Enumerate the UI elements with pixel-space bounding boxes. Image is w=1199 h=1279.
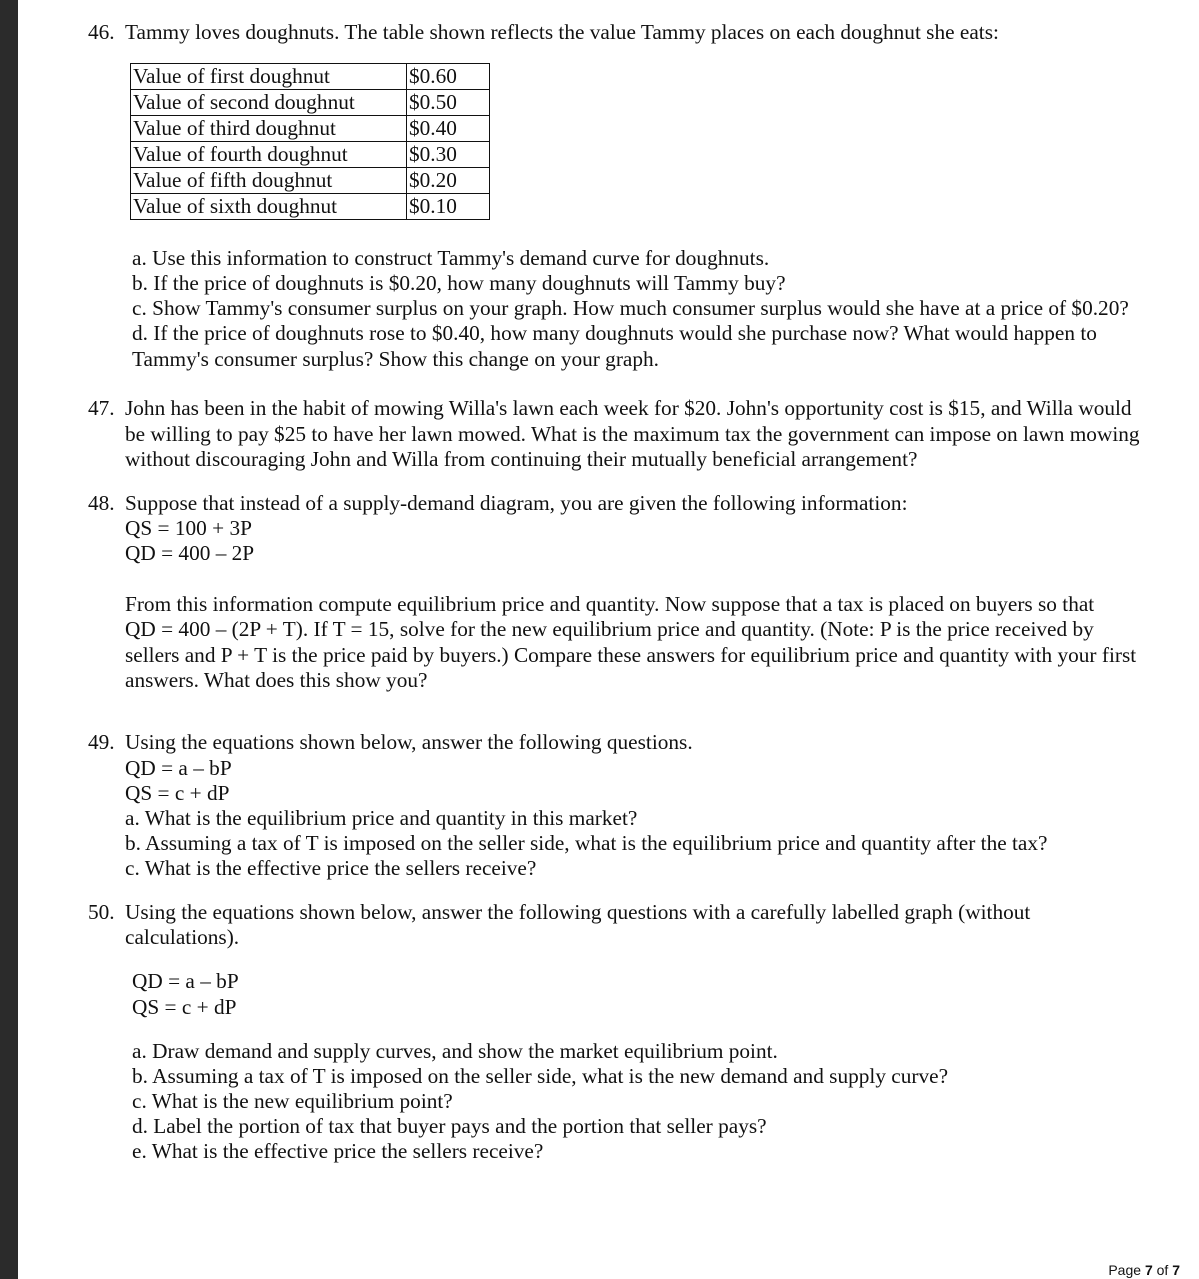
table-cell-value: $0.20	[407, 168, 490, 194]
question-48-paragraph-1: From this information compute equilibrium price and quantity. Now suppose that a tax is placed on buyers so that	[125, 592, 1095, 616]
table-cell-label: Value of fifth doughnut	[131, 168, 407, 194]
question-50-part-e: e. What is the effective price the sellers receive?	[132, 1139, 544, 1163]
question-50-line-2: calculations).	[125, 925, 240, 949]
question-47-line-3: without discouraging John and Willa from continuing their mutually beneficial arrangement?	[125, 447, 918, 471]
table-row	[131, 116, 490, 142]
question-46-part-c: c. Show Tammy's consumer surplus on your graph. How much consumer surplus would she have at a price of $0.20?	[132, 296, 1129, 320]
table-cell-value: $0.10	[407, 194, 490, 220]
table-cell-value: $0.50	[407, 90, 490, 116]
table-row	[131, 194, 490, 220]
question-50-equation-qs: QS = c + dP	[132, 995, 237, 1019]
question-46-intro: Tammy loves doughnuts. The table shown reflects the value Tammy places on each doughnut she eats:	[125, 20, 999, 44]
table-row	[131, 64, 490, 90]
question-50-number: 50.	[88, 900, 115, 924]
question-50-line-1: Using the equations shown below, answer the following questions with a carefully labelled graph (without	[125, 900, 1031, 924]
table-cell-label: Value of first doughnut	[131, 64, 407, 90]
page-word: Page	[1108, 1262, 1142, 1278]
question-49-part-a: a. What is the equilibrium price and quantity in this market?	[125, 806, 638, 830]
question-48-equation-qs: QS = 100 + 3P	[125, 516, 252, 540]
question-50-part-c: c. What is the new equilibrium point?	[132, 1089, 453, 1113]
doughnut-value-table	[130, 63, 490, 220]
page-total: 7	[1172, 1262, 1180, 1278]
question-50-equation-qd: QD = a – bP	[132, 969, 239, 993]
question-49-part-b: b. Assuming a tax of T is imposed on the seller side, what is the equilibrium price and quantity after the tax?	[125, 831, 1048, 855]
question-48-paragraph-2: QD = 400 – (2P + T). If T = 15, solve for the new equilibrium price and quantity. (Note: P is the price received by	[125, 617, 1094, 641]
question-47-number: 47.	[88, 396, 115, 420]
question-47-line-1: John has been in the habit of mowing Willa's lawn each week for $20. John's opportunity cost is $15, and Willa would	[125, 396, 1132, 420]
table-cell-value: $0.30	[407, 142, 490, 168]
question-46-part-d-cont: Tammy's consumer surplus? Show this change on your graph.	[132, 347, 659, 371]
question-50-part-d: d. Label the portion of tax that buyer pays and the portion that seller pays?	[132, 1114, 767, 1138]
page-current: 7	[1144, 1262, 1153, 1278]
table-cell-label: Value of second doughnut	[131, 90, 407, 116]
table-cell-label: Value of sixth doughnut	[131, 194, 407, 220]
page-number-footer	[1108, 1262, 1180, 1278]
question-46-part-d: d. If the price of doughnuts rose to $0.40, how many doughnuts would she purchase now? What would happen to	[132, 321, 1097, 345]
table-cell-value: $0.60	[407, 64, 490, 90]
table-row	[131, 90, 490, 116]
question-49-line-1: Using the equations shown below, answer the following questions.	[125, 730, 693, 754]
question-49-part-c: c. What is the effective price the sellers receive?	[125, 856, 537, 880]
table-cell-value: $0.40	[407, 116, 490, 142]
table-row	[131, 142, 490, 168]
question-46-part-a: a. Use this information to construct Tammy's demand curve for doughnuts.	[132, 246, 770, 270]
question-48-paragraph-4: answers. What does this show you?	[125, 668, 428, 692]
table-row	[131, 168, 490, 194]
question-49-equation-qd: QD = a – bP	[125, 756, 232, 780]
question-47-line-2: be willing to pay $25 to have her lawn mowed. What is the maximum tax the government can impose on lawn mowing	[125, 422, 1140, 446]
question-49-number: 49.	[88, 730, 115, 754]
question-48-equation-qd: QD = 400 – 2P	[125, 541, 255, 565]
question-50-part-b: b. Assuming a tax of T is imposed on the seller side, what is the new demand and supply curve?	[132, 1064, 949, 1088]
question-46-part-b: b. If the price of doughnuts is $0.20, how many doughnuts will Tammy buy?	[132, 271, 786, 295]
question-50-part-a: a. Draw demand and supply curves, and show the market equilibrium point.	[132, 1039, 778, 1063]
table-cell-label: Value of fourth doughnut	[131, 142, 407, 168]
of-word: of	[1156, 1262, 1169, 1278]
question-49-equation-qs: QS = c + dP	[125, 781, 230, 805]
question-48-paragraph-3: sellers and P + T is the price paid by buyers.) Compare these answers for equilibrium price and quantity with your first	[125, 643, 1137, 667]
question-48-line-1: Suppose that instead of a supply-demand diagram, you are given the following information:	[125, 491, 908, 515]
question-46-number: 46.	[88, 20, 115, 44]
table-cell-label: Value of third doughnut	[131, 116, 407, 142]
question-48-number: 48.	[88, 491, 115, 515]
